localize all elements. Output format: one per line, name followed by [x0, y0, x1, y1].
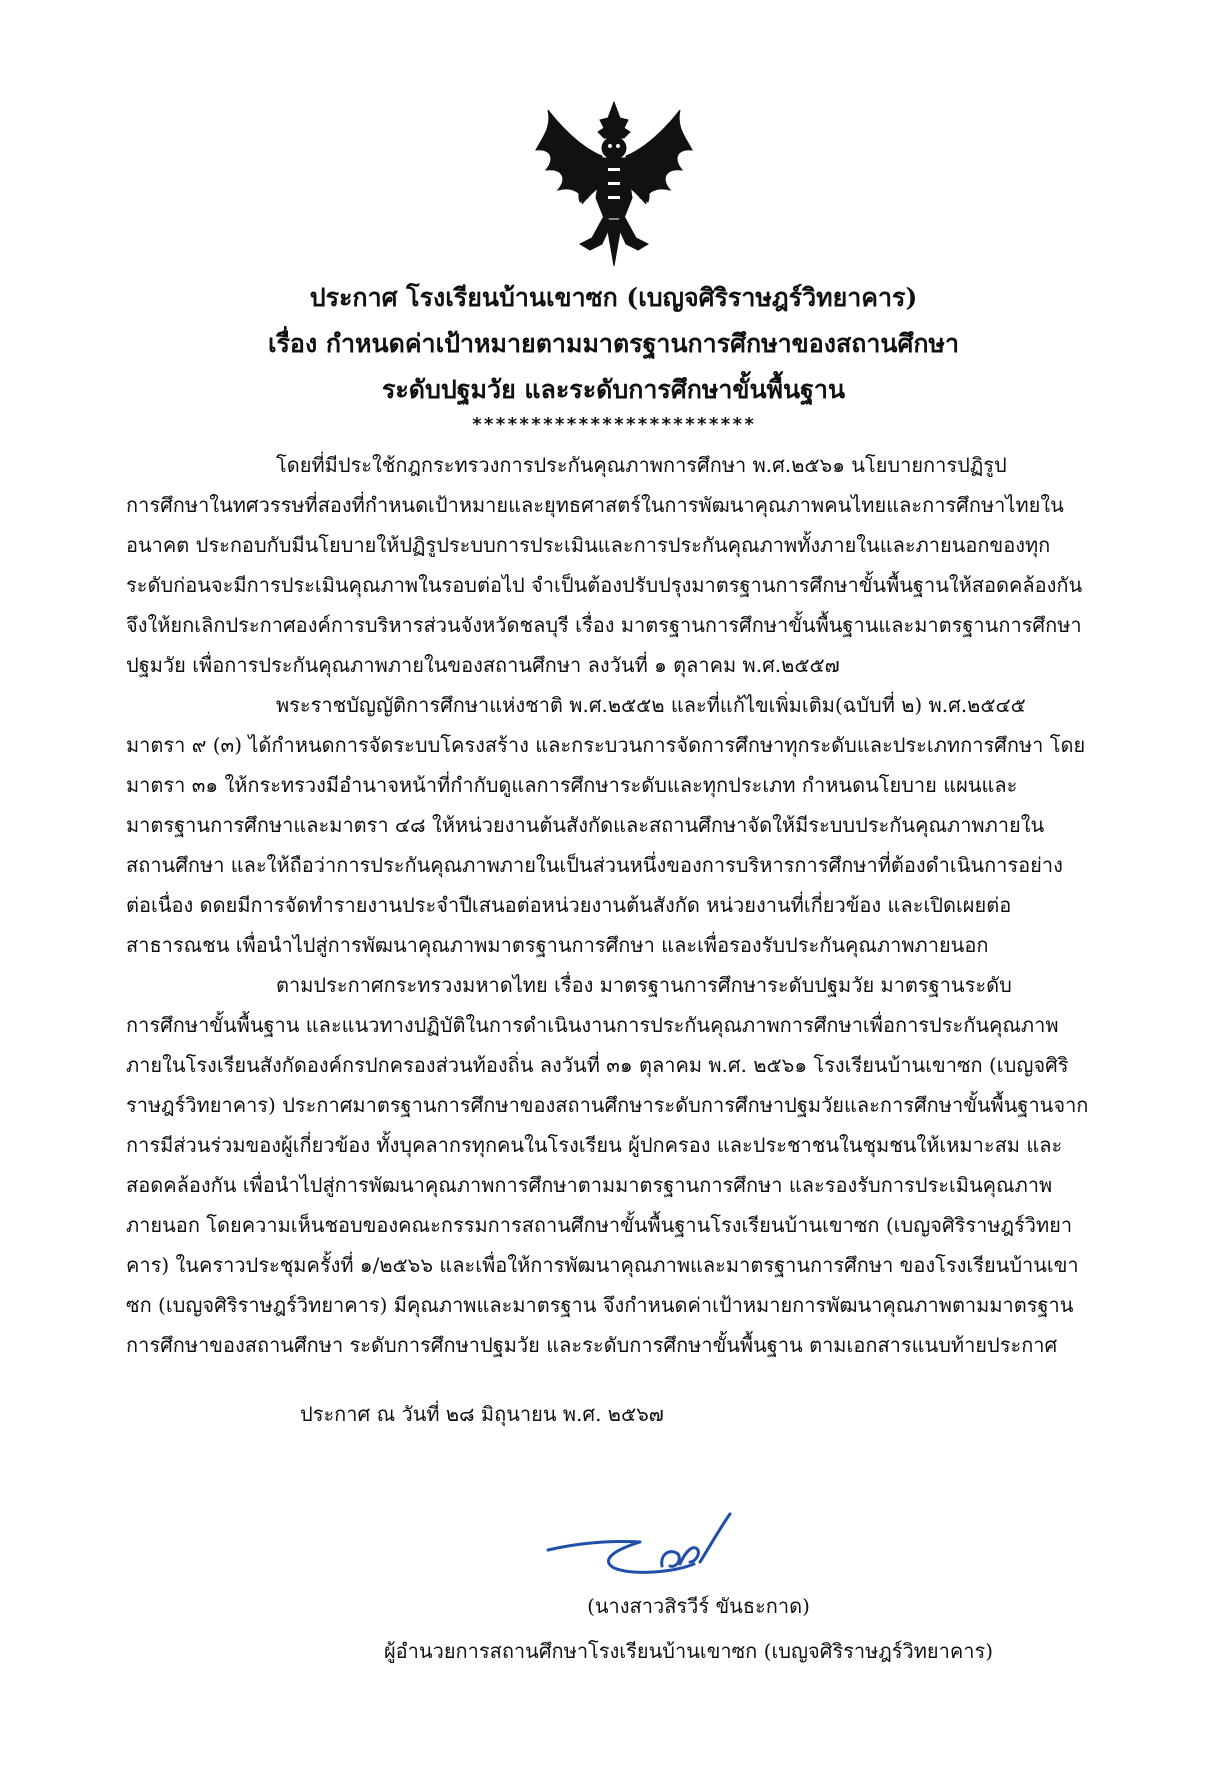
garuda-emblem-icon — [532, 98, 696, 270]
paragraph-line: สถานศึกษา และให้ถือว่าการประกันคุณภาพภายในเป็นส่วนหนึ่งของการบริหารการศึกษาที่ต้องดำเนินการอย่าง — [126, 853, 1063, 877]
announcement-subject: เรื่อง กำหนดค่าเป้าหมายตามมาตรฐานการศึกษาของสถานศึกษา — [267, 329, 960, 358]
announcement-date: ประกาศ ณ วันที่ ๒๘ มิถุนายน พ.ศ. ๒๕๖๗ — [300, 1402, 664, 1426]
signer-name: (นางสาวสิรวีร์ ขันธะกาด) — [587, 1594, 810, 1618]
paragraph-line: ภายในโรงเรียนสังกัดองค์กรปกครองส่วนท้องถิ่น ลงวันที่ ๓๑ ตุลาคม พ.ศ. ๒๕๖๑ โรงเรียนบ้านเขาซก (เบญจศิริ — [126, 1053, 1069, 1077]
paragraph-line: จึงให้ยกเลิกประกาศองค์การบริหารส่วนจังหวัดชลบุรี เรื่อง มาตรฐานการศึกษาขั้นพื้นฐานและมาตรฐานการศึกษา — [126, 613, 1082, 637]
paragraph-line: การศึกษาขั้นพื้นฐาน และแนวทางปฏิบัติในการดำเนินงานการประกันคุณภาพการศึกษาเพื่อการประกันคุณภาพ — [126, 1013, 1059, 1037]
paragraph-line: ระดับก่อนจะมีการประเมินคุณภาพในรอบต่อไป จำเป็นต้องปรับปรุงมาตรฐานการศึกษาขั้นพื้นฐานให้สอดคล้องกัน — [126, 573, 1083, 597]
paragraph-line: อนาคต ประกอบกับมีนโยบายให้ปฏิรูประบบการประเมินและการประกันคุณภาพทั้งภายในและภายนอกของทุก — [126, 533, 1051, 557]
paragraph-line: พระราชบัญญัติการศึกษาแห่งชาติ พ.ศ.๒๕๕๒ และที่แก้ไขเพิ่มเติม(ฉบับที่ ๒) พ.ศ.๒๕๔๕ — [276, 693, 1026, 717]
paragraph-line: ปฐมวัย เพื่อการประกันคุณภาพภายในของสถานศึกษา ลงวันที่ ๑ ตุลาคม พ.ศ.๒๕๕๗ — [126, 653, 840, 677]
paragraph-3 — [126, 965, 1136, 1365]
paragraph-line: การมีส่วนร่วมของผู้เกี่ยวข้อง ทั้งบุคลากรทุกคนในโรงเรียน ผู้ปกครอง และประชาชนในชุมชนให้เหมาะสม และ — [126, 1133, 1063, 1157]
handwritten-signature-icon — [544, 1510, 734, 1588]
paragraph-line: คาร) ในคราวประชุมครั้งที่ ๑/๒๕๖๖ และเพื่อให้การพัฒนาคุณภาพและมาตรฐานการศึกษา ของโรงเรียนบ้านเขา — [126, 1253, 1079, 1277]
paragraph-line: สอดคล้องกัน เพื่อนำไปสู่การพัฒนาคุณภาพการศึกษาตามมาตรฐานการศึกษา และรองรับการประเมินคุณภาพ — [126, 1173, 1053, 1197]
paragraph-line: โดยที่มีประใช้กฎกระทรวงการประกันคุณภาพการศึกษา พ.ศ.๒๕๖๑ นโยบายการปฏิรูป — [276, 453, 1007, 477]
paragraph-line: ตามประกาศกระทรวงมหาดไทย เรื่อง มาตรฐานการศึกษาระดับปฐมวัย มาตรฐานระดับ — [276, 973, 1012, 997]
paragraph-line: การศึกษาของสถานศึกษา ระดับการศึกษาปฐมวัย และระดับการศึกษาขั้นพื้นฐาน ตามเอกสารแนบท้ายประกาศ — [126, 1333, 1058, 1357]
announcement-title: ประกาศ โรงเรียนบ้านเขาซก (เบญจศิริราษฎร์วิทยาคาร) — [309, 283, 918, 312]
paragraph-line: สาธารณชน เพื่อนำไปสู่การพัฒนาคุณภาพมาตรฐานการศึกษา และเพื่อรองรับประกันคุณภาพภายนอก — [126, 933, 989, 957]
paragraph-1 — [126, 445, 1136, 685]
paragraph-2 — [126, 685, 1136, 965]
paragraph-line: มาตรฐานการศึกษาและมาตรา ๔๘ ให้หน่วยงานต้นสังกัดและสถานศึกษาจัดให้มีระบบประกันคุณภาพภายใน — [126, 813, 1045, 837]
paragraph-line: มาตรา ๓๑ ให้กระทรวงมีอำนาจหน้าที่กำกับดูแลการศึกษาระดับและทุกประเภท กำหนดนโยบาย แผนและ — [126, 773, 1018, 797]
paragraph-line: ราษฎร์วิทยาคาร) ประกาศมาตรฐานการศึกษาของสถานศึกษาระดับการศึกษาปฐมวัยและการศึกษาขั้นพื้นฐานจาก — [126, 1093, 1089, 1117]
paragraph-line: การศึกษาในทศวรรษที่สองที่กำหนดเป้าหมายและยุทธศาสตร์ในการพัฒนาคุณภาพคนไทยและการศึกษาไทยใน — [126, 493, 1064, 517]
paragraph-line: ภายนอก โดยความเห็นชอบของคณะกรรมการสถานศึกษาขั้นพื้นฐานโรงเรียนบ้านเขาซก (เบญจศิริราษฎร์วิทยา — [126, 1213, 1073, 1237]
announcement-level: ระดับปฐมวัย และระดับการศึกษาขั้นพื้นฐาน — [381, 375, 846, 404]
paragraph-line: ซก (เบญจศิริราษฎร์วิทยาคาร) มีคุณภาพและมาตรฐาน จึงกำหนดค่าเป้าหมายการพัฒนาคุณภาพตามมาตรฐาน — [126, 1293, 1074, 1317]
title-divider: ************************ — [471, 414, 756, 435]
paragraph-line: มาตรา ๙ (๓) ได้กำหนดการจัดระบบโครงสร้าง และกระบวนการจัดการศึกษาทุกระดับและประเภทการศึกษา โดย — [126, 733, 1086, 757]
paragraph-line: ต่อเนื่อง ดดยมีการจัดทำรายงานประจำปีเสนอต่อหน่วยงานต้นสังกัด หน่วยงานที่เกี่ยวข้อง และเปิดเผยต่อ — [126, 893, 1012, 917]
signer-position: ผู้อำนวยการสถานศึกษาโรงเรียนบ้านเขาซก (เบญจศิริราษฎร์วิทยาคาร) — [383, 1639, 994, 1663]
